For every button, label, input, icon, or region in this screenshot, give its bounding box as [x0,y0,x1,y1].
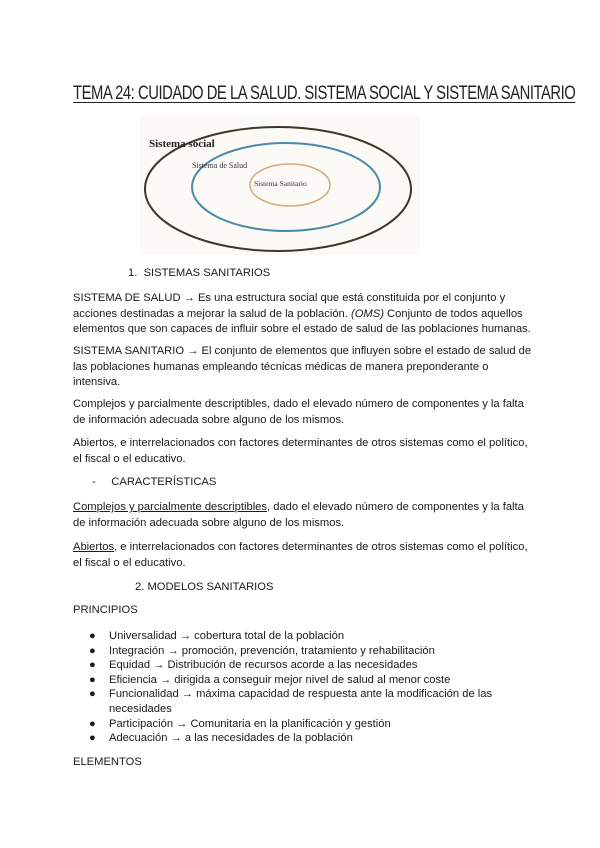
bullet-icon: ● [89,630,96,642]
page-title: TEMA 24: CUIDADO DE LA SALUD. SISTEMA SOCIAL Y SISTEMA SANITARIO [73,82,576,104]
bullet-icon: ● [89,673,96,686]
list-item [73,644,533,659]
list-item [73,629,533,644]
middle-label: Sistema de Salud [192,161,248,170]
paragraph-sistema-sanitario [73,344,533,391]
paragraph-abiertos: Abiertos, e interrelacionados con factores determinantes de otros sistemas como el político, el fiscal o el educativo. [73,437,528,465]
paragraph-rest: , dado el elevado número de componentes y la falta de información adecuada sobre alguno de los mismos. [73,501,524,529]
list-item-text: Participación → Comunitaria en la planificación y gestión [109,717,391,730]
definition-oms-text: Conjunto de todos aquellos elementos que son capaces de influir sobre el estado de salud de las poblaciones humanas. [73,307,531,335]
underlined-term: Abiertos [73,541,115,553]
list-item-text: Funcionalidad → máxima capacidad de respuesta ante la modificación de las necesidades [109,688,493,715]
section2-heading: 2. MODELOS SANITARIOS [135,581,274,593]
list-item [73,687,533,716]
bullet-icon: ● [89,644,96,657]
bullet-icon: ● [89,659,96,672]
paragraph-complejos: Complejos y parcialmente descriptibles, dado el elevado número de componentes y la falta de información adecuada sobre alguno de los mismos. [73,398,524,426]
bullet-icon: ● [89,732,96,745]
term-sistema-sanitario: SISTEMA SANITARIO [73,345,185,357]
bullet-icon: ● [89,717,96,730]
paragraph-rest: , e interrelacionados con factores determinantes de otros sistemas como el político, el fiscal o el educativo. [73,541,528,569]
list-item [73,658,533,673]
term-sistema-salud: SISTEMA DE SALUD [73,292,181,304]
definition-text: El conjunto de elementos que influyen sobre el estado de salud de las poblaciones humanas empleando técnicas médicas de manera preponderante o intensiva. [73,345,532,388]
principios-list [73,629,533,746]
paragraph-char-abiertos [73,540,533,571]
bullet-icon: ● [89,688,96,701]
principios-label: PRINCIPIOS [73,604,138,616]
arrow: → [183,292,195,304]
paragraph-sistema-salud [73,291,533,338]
definition-text: Es una estructura social que está constituida por el conjunto y acciones destinadas a mejorar la salud de la población. [73,292,506,320]
arrow: → [187,345,199,357]
inner-label: Sistema Sanitario [254,179,307,188]
characteristics-title: CARACTERÍSTICAS [111,476,217,488]
dash: - [92,476,96,488]
list-item [73,673,533,688]
section1-title: SISTEMAS SANITARIOS [143,267,271,279]
paragraph-char-complejos [73,500,533,531]
list-item [73,717,533,732]
list-item-text: Eficiencia → dirigida a conseguir mejor nivel de salud al menor coste [109,673,451,686]
list-item-text: Equidad → Distribución de recursos acorde a las necesidades [109,659,418,672]
elementos-label: ELEMENTOS [73,756,142,768]
section1-heading [128,267,270,279]
section1-number: 1. [128,267,138,279]
systems-diagram [140,115,420,255]
outer-label: Sistema social [149,138,215,150]
list-item-text: Adecuación → a las necesidades de la población [109,732,353,745]
list-item [73,731,533,746]
characteristics-heading [92,476,216,488]
underlined-term: Complejos y parcialmente descriptibles [73,501,268,513]
oms-citation: (OMS) [351,307,384,320]
list-item-text: Integración → promoción, prevención, tratamiento y rehabilitación [109,644,435,657]
nested-systems-figure [140,115,420,255]
list-item-text: Universalidad → cobertura total de la población [109,630,345,642]
